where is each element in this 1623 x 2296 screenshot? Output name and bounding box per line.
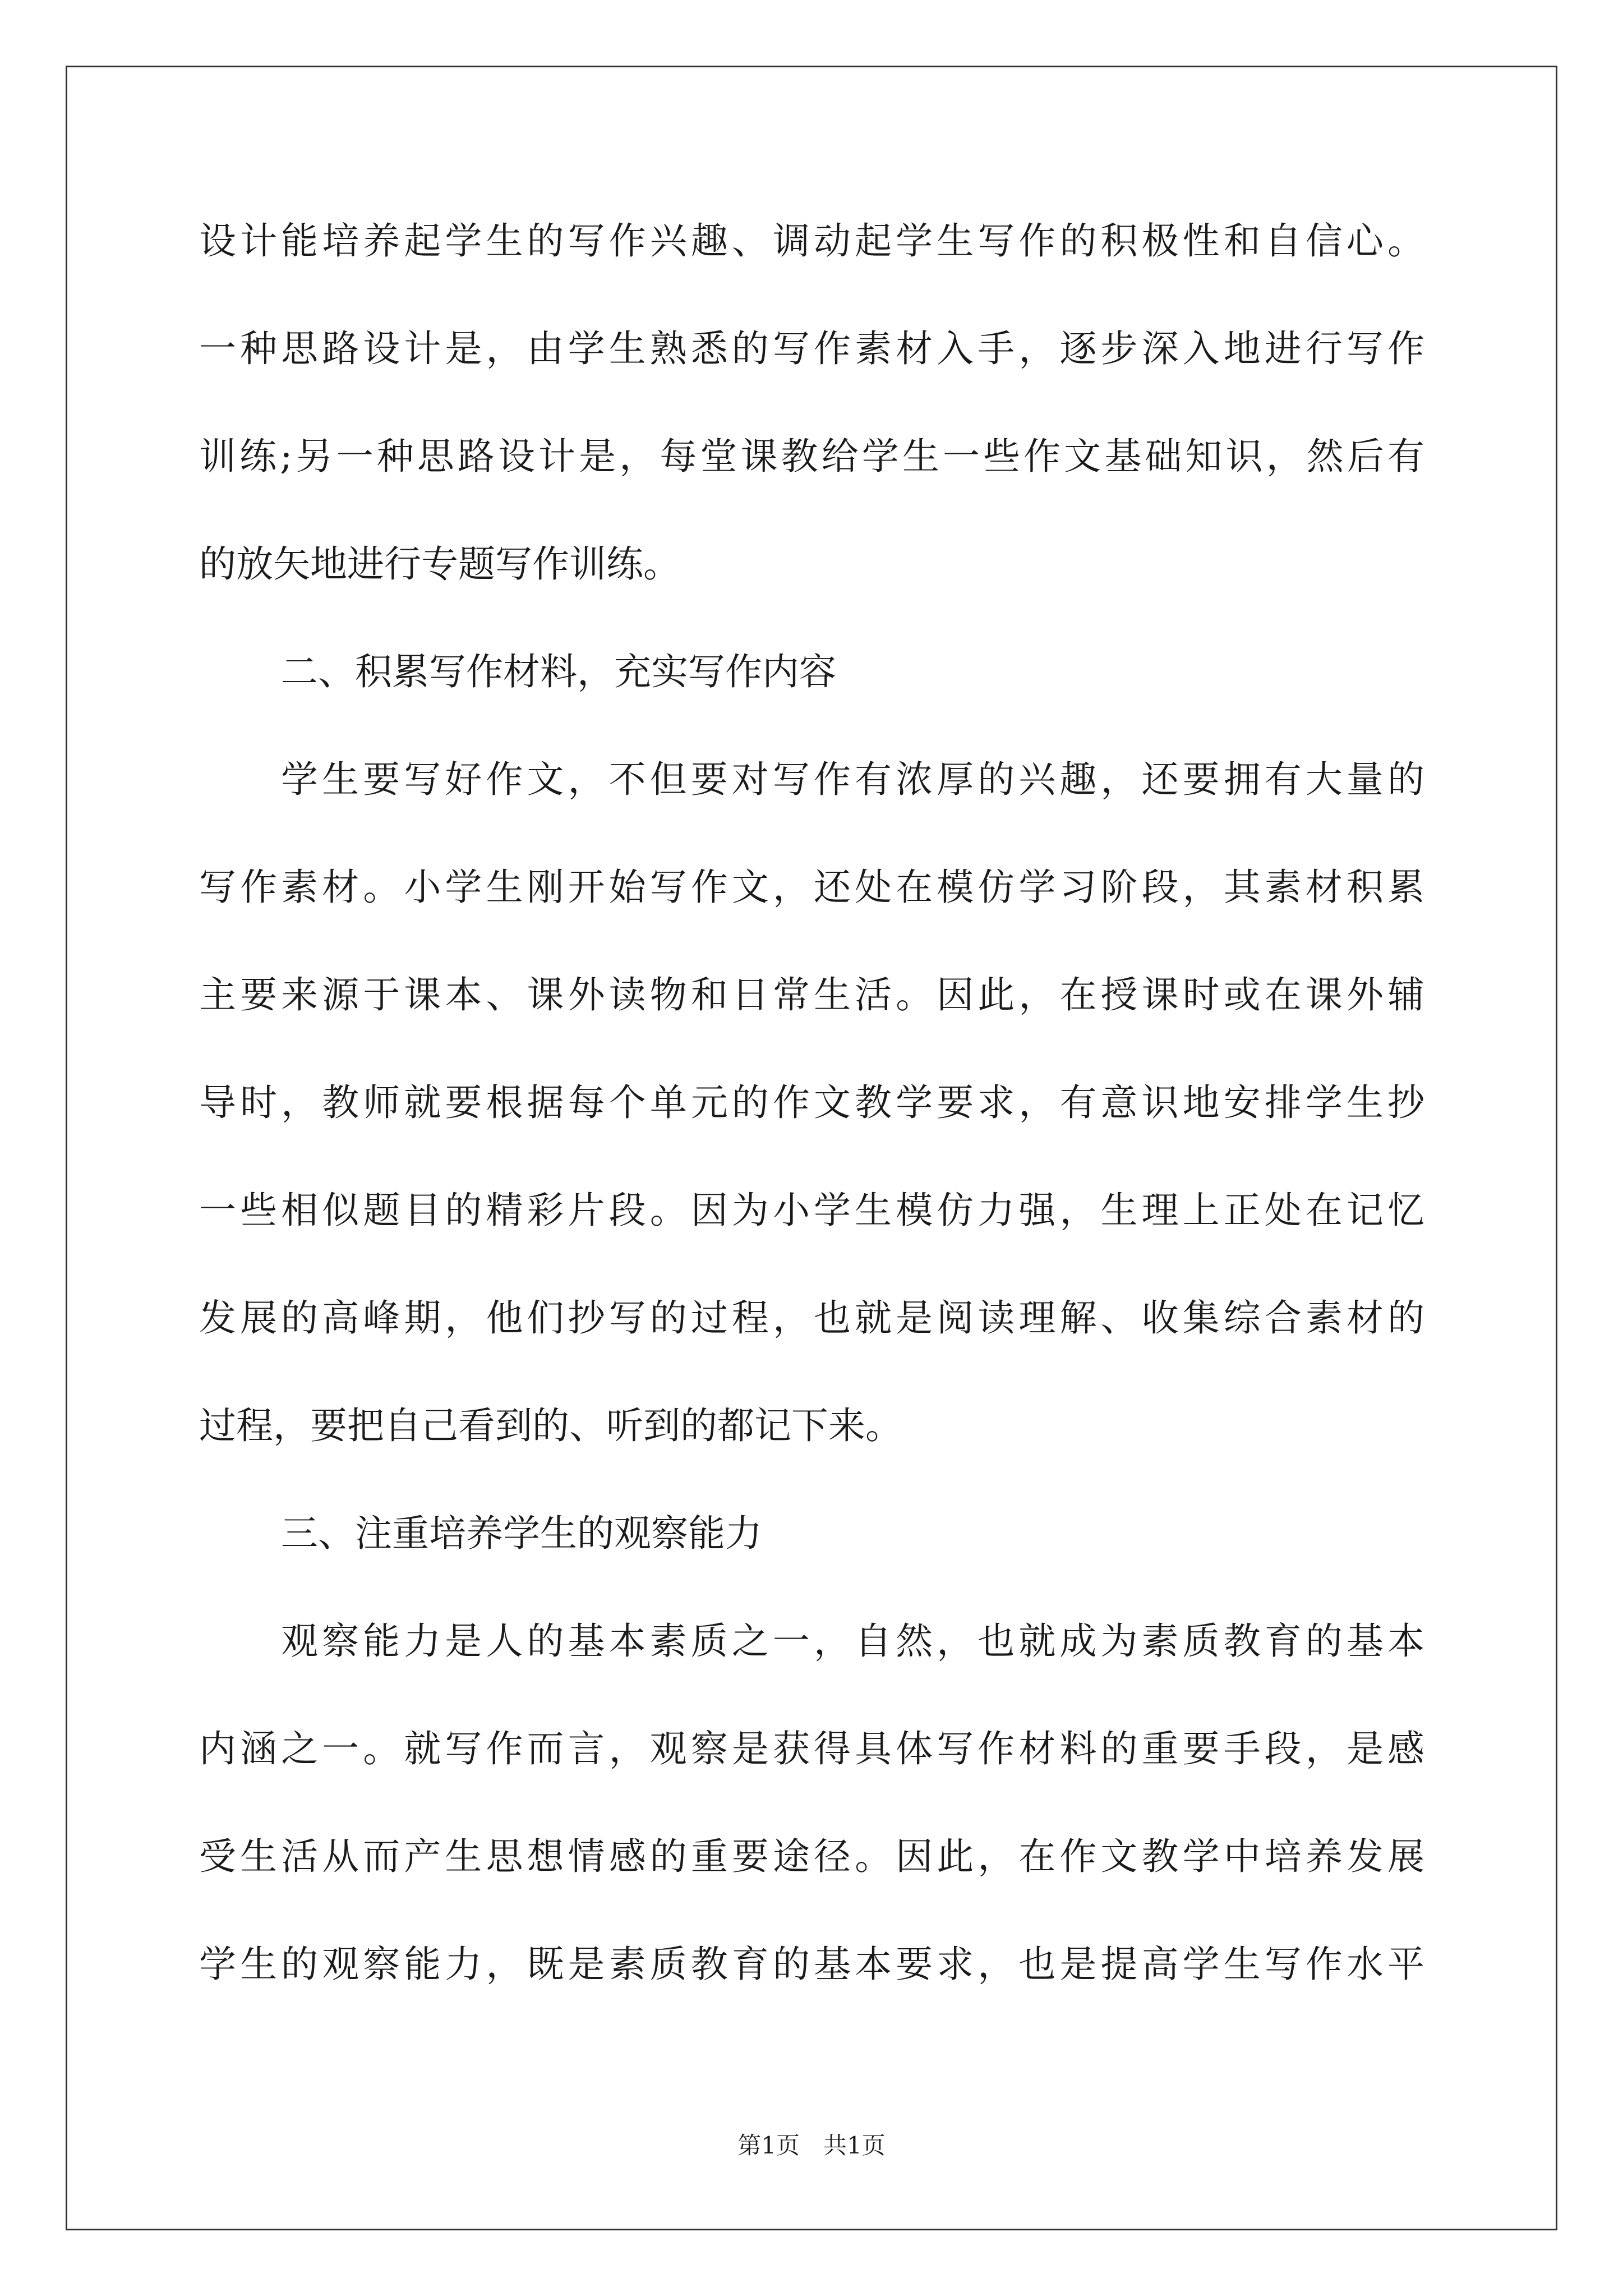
text-line: 观察能力是人的基本素质之一，自然，也就成为素质教育的基本	[281, 1619, 1424, 1663]
text-line: 写作素材。小学生刚开始写作文，还处在模仿学习阶段，其素材积累	[199, 866, 1424, 909]
page-footer: 第1页 共1页	[737, 2132, 886, 2159]
text-line: 过程，要把自己看到的、听到的都记下来。	[199, 1404, 902, 1447]
text-line: 主要来源于课本、课外读物和日常生活。因此，在授课时或在课外辅	[199, 973, 1424, 1016]
page-border	[66, 66, 1557, 2230]
text-line: 发展的高峰期，他们抄写的过程，也就是阅读理解、收集综合素材的	[199, 1296, 1424, 1340]
text-line: 一种思路设计是，由学生熟悉的写作素材入手，逐步深入地进行写作	[199, 327, 1424, 370]
text-line: 受生活从而产生思想情感的重要途径。因此，在作文教学中培养发展	[199, 1835, 1424, 1878]
text-line: 学生要写好作文，不但要对写作有浓厚的兴趣，还要拥有大量的	[281, 758, 1424, 801]
section-heading: 三、注重培养学生的观察能力	[281, 1512, 762, 1555]
text-line: 训练;另一种思路设计是，每堂课教给学生一些作文基础知识，然后有	[199, 435, 1424, 478]
text-line: 内涵之一。就写作而言，观察是获得具体写作材料的重要手段，是感	[199, 1727, 1424, 1770]
text-line: 导时，教师就要根据每个单元的作文教学要求，有意识地安排学生抄	[199, 1081, 1424, 1124]
text-line: 一些相似题目的精彩片段。因为小学生模仿力强，生理上正处在记忆	[199, 1189, 1424, 1232]
text-line: 学生的观察能力，既是素质教育的基本要求，也是提高学生写作水平	[199, 1943, 1424, 1986]
section-heading: 二、积累写作材料，充实写作内容	[281, 650, 836, 693]
text-line: 设计能培养起学生的写作兴趣、调动起学生写作的积极性和自信心。	[199, 219, 1424, 263]
text-line: 的放矢地进行专题写作训练。	[199, 542, 680, 586]
